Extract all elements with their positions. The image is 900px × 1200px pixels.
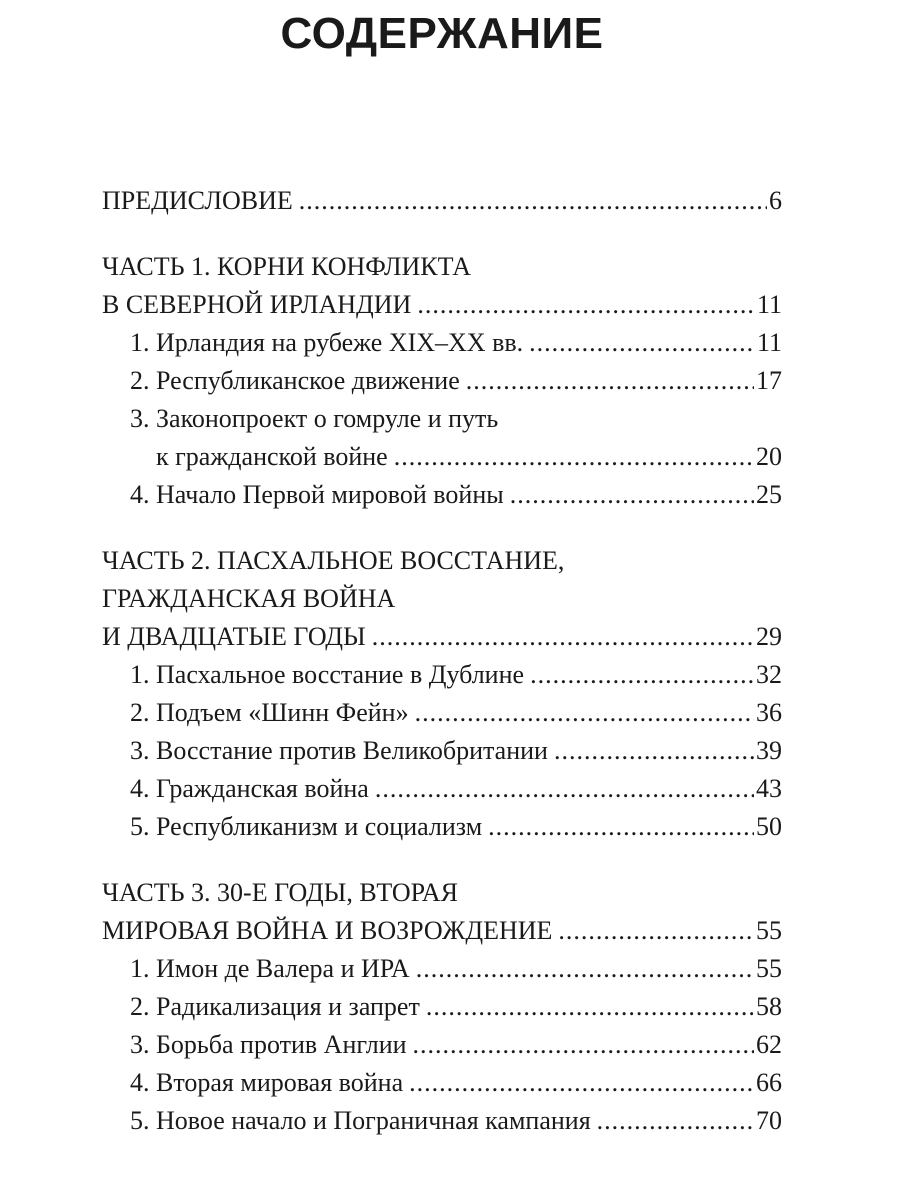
- toc-entry-line: [130, 438, 782, 476]
- toc-entry-title: 5. Республиканизм и социализм: [130, 812, 483, 841]
- toc-entry-chapter: [102, 656, 782, 694]
- toc-entry-title: МИРОВАЯ ВОЙНА И ВОЗРОЖДЕНИЕ: [102, 916, 553, 945]
- toc-page-number: 32: [756, 660, 782, 689]
- toc-entry-title-line: ГРАЖДАНСКАЯ ВОЙНА: [102, 584, 396, 613]
- toc-entry-title: 2. Подъем «Шинн Фейн»: [130, 698, 409, 727]
- toc-page-number: 36: [756, 698, 782, 727]
- toc-entry-chapter: [102, 476, 782, 514]
- toc-entry-chapter: [102, 400, 782, 476]
- toc-page-number: 70: [756, 1106, 782, 1135]
- toc-leader-dots: [466, 362, 754, 400]
- toc-page-number: 11: [756, 290, 782, 319]
- toc-leader-dots: [299, 182, 767, 220]
- toc-entry-chapter: [102, 808, 782, 846]
- toc-entry-line: [130, 950, 782, 988]
- toc-entry-title: 1. Пасхальное восстание в Дублине: [130, 660, 525, 689]
- toc-page-number: 29: [756, 622, 782, 651]
- toc-entry-title-line: ЧАСТЬ 2. ПАСХАЛЬНОЕ ВОССТАНИЕ,: [102, 546, 565, 575]
- toc-entry-line: [130, 656, 782, 694]
- table-of-contents: [102, 182, 782, 1140]
- toc-entry-chapter: [102, 694, 782, 732]
- toc-entry-line: [102, 182, 782, 220]
- toc-entry-title: к гражданской войне: [156, 442, 388, 471]
- toc-entry-title: И ДВАДЦАТЫЕ ГОДЫ: [102, 622, 366, 651]
- toc-page-number: 39: [756, 736, 782, 765]
- toc-page-number: 62: [756, 1030, 782, 1059]
- toc-entry-chapter: [102, 950, 782, 988]
- toc-page-number: 55: [756, 916, 782, 945]
- toc-leader-dots: [426, 988, 754, 1026]
- toc-page-number: 58: [756, 992, 782, 1021]
- toc-leader-dots: [510, 476, 754, 514]
- toc-page-number: 43: [756, 774, 782, 803]
- toc-entry-chapter: [102, 1026, 782, 1064]
- toc-entry-chapter: [102, 770, 782, 808]
- toc-entry-line: [130, 1026, 782, 1064]
- toc-entry-line: [130, 1064, 782, 1102]
- toc-entry-title: 1. Имон де Валера и ИРА: [130, 954, 410, 983]
- toc-leader-dots: [530, 656, 754, 694]
- toc-page-number: 25: [756, 480, 782, 509]
- toc-leader-dots: [415, 694, 754, 732]
- toc-entry-title: 3. Борьба против Англии: [130, 1030, 407, 1059]
- toc-entry-title: ПРЕДИСЛОВИЕ: [102, 186, 293, 215]
- toc-entry-chapter: [102, 362, 782, 400]
- toc-leader-dots: [554, 732, 754, 770]
- toc-entry-title: 1. Ирландия на рубеже XIX–XX вв.: [130, 328, 524, 357]
- toc-leader-dots: [488, 808, 754, 846]
- toc-leader-dots: [372, 618, 754, 656]
- toc-entry-line: [130, 362, 782, 400]
- toc-entry-line: [130, 988, 782, 1026]
- toc-entry-title: 3. Восстание против Великобритании: [130, 736, 548, 765]
- toc-entry-line: [130, 808, 782, 846]
- toc-entry-title: 4. Вторая мировая война: [130, 1068, 404, 1097]
- toc-entry-chapter: [102, 732, 782, 770]
- toc-page-number: 50: [756, 812, 782, 841]
- toc-entry-title-line: 3. Законопроект о гомруле и путь: [130, 404, 499, 433]
- toc-leader-dots: [416, 950, 754, 988]
- toc-page-number: 55: [756, 954, 782, 983]
- toc-entry-title: В СЕВЕРНОЙ ИРЛАНДИИ: [102, 290, 412, 319]
- toc-leader-dots: [597, 1102, 754, 1140]
- toc-entry-preface: [102, 182, 782, 220]
- toc-page-number: 6: [769, 186, 782, 215]
- toc-page-number: 66: [756, 1068, 782, 1097]
- toc-leader-dots: [558, 912, 754, 950]
- toc-leader-dots: [409, 1064, 754, 1102]
- toc-entry-chapter: [102, 1064, 782, 1102]
- toc-entry-line: [130, 770, 782, 808]
- toc-leader-dots: [413, 1026, 754, 1064]
- toc-entry-chapter: [102, 324, 782, 362]
- toc-entry-line: [102, 618, 782, 656]
- toc-entry-line: [130, 1102, 782, 1140]
- toc-entry-part-3: [102, 874, 782, 950]
- toc-entry-title-line: ЧАСТЬ 1. КОРНИ КОНФЛИКТА: [102, 252, 471, 281]
- toc-entry-line: [130, 476, 782, 514]
- toc-entry-line: [130, 324, 782, 362]
- toc-leader-dots: [394, 438, 754, 476]
- toc-entry-title-line: ЧАСТЬ 3. 30-Е ГОДЫ, ВТОРАЯ: [102, 878, 458, 907]
- page-title: СОДЕРЖАНИЕ: [280, 9, 604, 58]
- toc-leader-dots: [417, 286, 755, 324]
- toc-entry-line: [102, 286, 782, 324]
- toc-entry-line: [130, 694, 782, 732]
- toc-entry-title: 2. Республиканское движение: [130, 366, 460, 395]
- toc-page-number: 11: [756, 328, 782, 357]
- toc-entry-line: [130, 732, 782, 770]
- toc-entry-line: [102, 912, 782, 950]
- toc-entry-chapter: [102, 988, 782, 1026]
- toc-entry-title: 4. Гражданская война: [130, 774, 369, 803]
- toc-entry-title: 2. Радикализация и запрет: [130, 992, 420, 1021]
- toc-entry-title: 4. Начало Первой мировой войны: [130, 480, 504, 509]
- toc-entry-title: 5. Новое начало и Пограничная кампания: [130, 1106, 591, 1135]
- toc-leader-dots: [529, 324, 755, 362]
- toc-leader-dots: [375, 770, 754, 808]
- toc-entry-chapter: [102, 1102, 782, 1140]
- toc-entry-part-1: [102, 248, 782, 324]
- toc-entry-part-2: [102, 542, 782, 656]
- toc-page-number: 20: [756, 442, 782, 471]
- toc-page-number: 17: [756, 366, 782, 395]
